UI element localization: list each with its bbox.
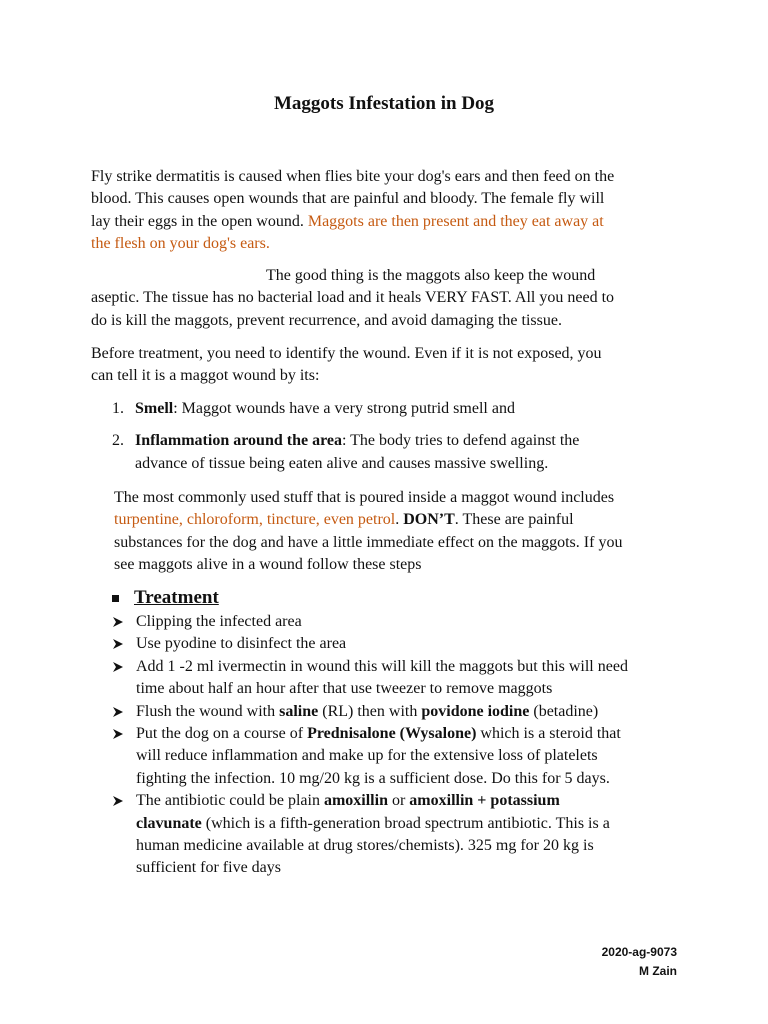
- treatment-heading: [112, 587, 219, 609]
- stuff-line-1: The most commonly used stuff that is poured inside a maggot wound includes: [114, 489, 615, 506]
- step-text: (which is a fifth-generation broad spectrum antibiotic. This is a: [201, 814, 610, 832]
- list-item-bold: Inflammation around the area: [135, 432, 342, 450]
- step-text: Flush the wound with: [136, 702, 280, 720]
- prednisalone-bold: Prednisalone (Wysalone): [307, 725, 477, 743]
- stuff-highlight: turpentine, chloroform, tincture, even petrol: [114, 511, 396, 529]
- step-text: (betadine): [529, 702, 599, 720]
- step-text: Put the dog on a course of: [136, 725, 308, 743]
- identify-paragraph: [91, 343, 602, 388]
- intro-line-3-text: lay their eggs in the open wound.: [91, 212, 308, 230]
- footer-id: 2020-ag-9073: [601, 945, 677, 959]
- step-text: Use pyodine to disinfect the area: [136, 635, 347, 653]
- step-text-line-2: will reduce inflammation and make up for the extensive loss of platelets: [136, 747, 598, 765]
- stuff-line-2-rest: . These are painful: [454, 511, 574, 529]
- step-text: (RL) then with: [318, 702, 422, 720]
- clavunate-bold: clavunate: [136, 814, 202, 832]
- list-item-text: : The body tries to defend against the: [341, 432, 580, 450]
- list-item-text: : Maggot wounds have a very strong putrid smell and: [173, 400, 515, 417]
- footer-name: M Zain: [639, 964, 677, 978]
- intro-line-2: blood. This causes open wounds that are painful and bloody. The female fly will: [91, 190, 605, 208]
- list-number: 1.: [112, 400, 124, 417]
- treatment-steps: [112, 611, 692, 880]
- step-text: which is a steroid that: [476, 725, 621, 743]
- step-text-line-4: sufficient for five days: [136, 859, 281, 877]
- intro-highlight: Maggots are then present and they eat away at: [307, 212, 604, 230]
- step-line-1: [136, 723, 692, 745]
- step-line-1: [136, 790, 692, 812]
- arrow-bullet-icon: [112, 728, 124, 740]
- step-text: or: [387, 792, 410, 810]
- step-text: The antibiotic could be plain: [136, 792, 324, 810]
- list-item-bold: Smell: [135, 400, 174, 417]
- identify-line-1: Before treatment, you need to identify the wound. Even if it is not exposed, you: [91, 345, 602, 362]
- intro-line-1: Fly strike dermatitis is caused when flies bite your dog's ears and then feed on the: [91, 168, 615, 185]
- povidone-bold: povidone iodine: [421, 702, 530, 720]
- list-item: [112, 701, 692, 723]
- list-item: [112, 611, 692, 633]
- page-title: Maggots Infestation in Dog: [273, 93, 495, 114]
- identify-line-2: can tell it is a maggot wound by its:: [91, 367, 320, 385]
- amoxillin-bold: amoxillin: [323, 792, 388, 810]
- stuff-line-3: substances for the dog and have a little immediate effect on the maggots. If you: [114, 533, 623, 551]
- arrow-bullet-icon: [112, 795, 124, 807]
- dont-emphasis: DON’T: [403, 511, 455, 529]
- intro-paragraph: [91, 166, 614, 256]
- saline-bold: saline: [279, 702, 319, 720]
- list-item: [112, 656, 692, 701]
- common-stuff-paragraph: [114, 487, 622, 577]
- list-number: 2.: [112, 432, 124, 450]
- aseptic-line-3: do is kill the maggots, prevent recurrence, and avoid damaging the tissue.: [91, 311, 562, 329]
- step-text: Add 1 -2 ml ivermectin in wound this will kill the maggots but this will need: [136, 657, 628, 675]
- treatment-heading-text: Treatment: [134, 587, 219, 608]
- step-text-line-3: fighting the infection. 10 mg/20 kg is a sufficient dose. Do this for 5 days.: [136, 769, 610, 787]
- arrow-bullet-icon: [112, 638, 124, 650]
- aseptic-paragraph: [91, 265, 614, 332]
- step-text: Clipping the infected area: [136, 613, 302, 630]
- aseptic-line-1: The good thing is the maggots also keep the wound: [266, 267, 596, 284]
- aseptic-line-2: aseptic. The tissue has no bacterial load and it heals VERY FAST. All you need to: [91, 289, 615, 307]
- list-item: [112, 790, 692, 880]
- list-item-line-2: advance of tissue being eaten alive and causes massive swelling.: [135, 454, 549, 472]
- arrow-bullet-icon: [112, 706, 124, 718]
- step-text-line-3: human medicine available at drug stores/chemists). 325 mg for 20 kg is: [136, 837, 594, 855]
- list-item: [108, 398, 579, 420]
- list-item: [112, 723, 692, 790]
- arrow-bullet-icon: [112, 616, 124, 628]
- step-line-2: [136, 813, 692, 835]
- intro-line-4: the flesh on your dog's ears.: [91, 235, 270, 253]
- step-text-line-2: time about half an hour after that use tweezer to remove maggots: [136, 680, 553, 698]
- intro-line-3: [91, 211, 614, 233]
- amoxillin-potassium-bold: amoxillin + potassium: [409, 792, 560, 810]
- arrow-bullet-icon: [112, 661, 124, 673]
- list-item: [112, 633, 692, 655]
- stuff-line-2: [114, 509, 622, 531]
- list-item: [108, 430, 579, 475]
- identify-list: [108, 398, 579, 475]
- stuff-dot: .: [395, 511, 404, 529]
- stuff-line-4: see maggots alive in a wound follow these steps: [114, 556, 422, 574]
- square-bullet-icon: [112, 595, 119, 602]
